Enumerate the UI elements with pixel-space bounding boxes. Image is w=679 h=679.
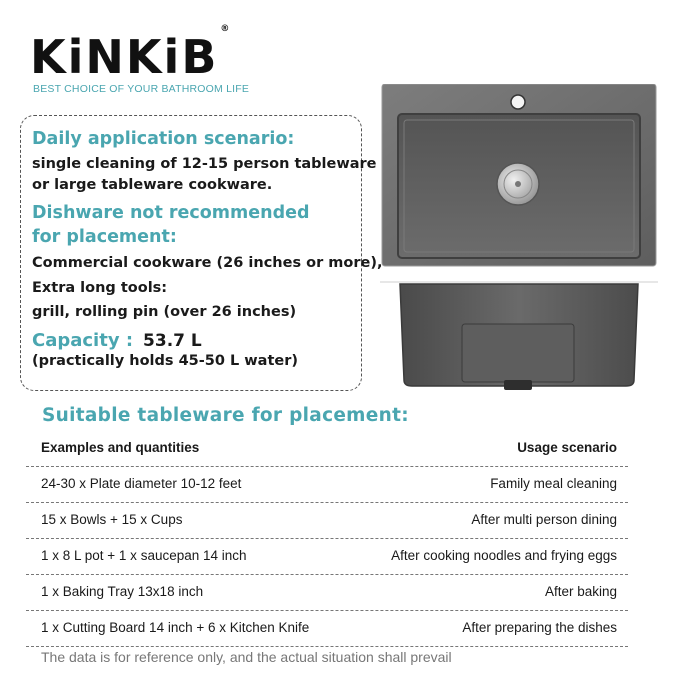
- row-scenario: After cooking noodles and frying eggs: [391, 548, 617, 563]
- row-scenario: After preparing the dishes: [462, 620, 617, 635]
- capacity-line: [32, 330, 202, 352]
- not-recommended-line-2: Extra long tools:: [32, 280, 168, 296]
- table-row: [26, 574, 628, 611]
- table-row: [26, 502, 628, 539]
- row-item: 24-30 x Plate diameter 10-12 feet: [41, 476, 242, 491]
- row-item: 1 x 8 L pot + 1 x saucepan 14 inch: [41, 548, 247, 563]
- daily-line-1: single cleaning of 12-15 person tableware: [32, 156, 377, 172]
- not-recommended-heading-2: for placement:: [32, 227, 177, 247]
- not-recommended-line-3: grill, rolling pin (over 26 inches): [32, 304, 297, 320]
- row-item: 1 x Cutting Board 14 inch + 6 x Kitchen Knife: [41, 620, 310, 635]
- table-row: [26, 538, 628, 575]
- row-scenario: After baking: [544, 584, 617, 599]
- capacity-note: (practically holds 45-50 L water): [32, 353, 299, 369]
- footnote: The data is for reference only, and the actual situation shall prevail: [41, 649, 452, 665]
- header-usage: Usage scenario: [517, 440, 617, 455]
- row-scenario: Family meal cleaning: [490, 476, 617, 491]
- brand-logo: [30, 23, 232, 84]
- table-row: [26, 610, 628, 647]
- sink-image: [380, 84, 658, 394]
- capacity-value: 53.7 L: [143, 331, 202, 351]
- table-title: Suitable tableware for placement:: [42, 405, 409, 426]
- row-item: 15 x Bowls + 15 x Cups: [41, 512, 183, 527]
- registered-mark: ®: [220, 23, 232, 34]
- brand-logo-text: KiNKiB: [30, 30, 219, 84]
- row-item: 1 x Baking Tray 13x18 inch: [41, 584, 204, 599]
- sink-illustration: [380, 84, 658, 394]
- table-row: [26, 466, 628, 503]
- daily-heading: Daily application scenario:: [32, 129, 295, 149]
- daily-line-2: or large tableware cookware.: [32, 177, 273, 193]
- capacity-label: Capacity :: [32, 330, 134, 351]
- brand-tagline: BEST CHOICE OF YOUR BATHROOM LIFE: [33, 83, 250, 95]
- not-recommended-line-1: Commercial cookware (26 inches or more),: [32, 255, 383, 271]
- header-examples: Examples and quantities: [41, 440, 200, 455]
- not-recommended-heading-1: Dishware not recommended: [32, 203, 310, 223]
- table-header-row: [26, 430, 628, 467]
- row-scenario: After multi person dining: [471, 512, 617, 527]
